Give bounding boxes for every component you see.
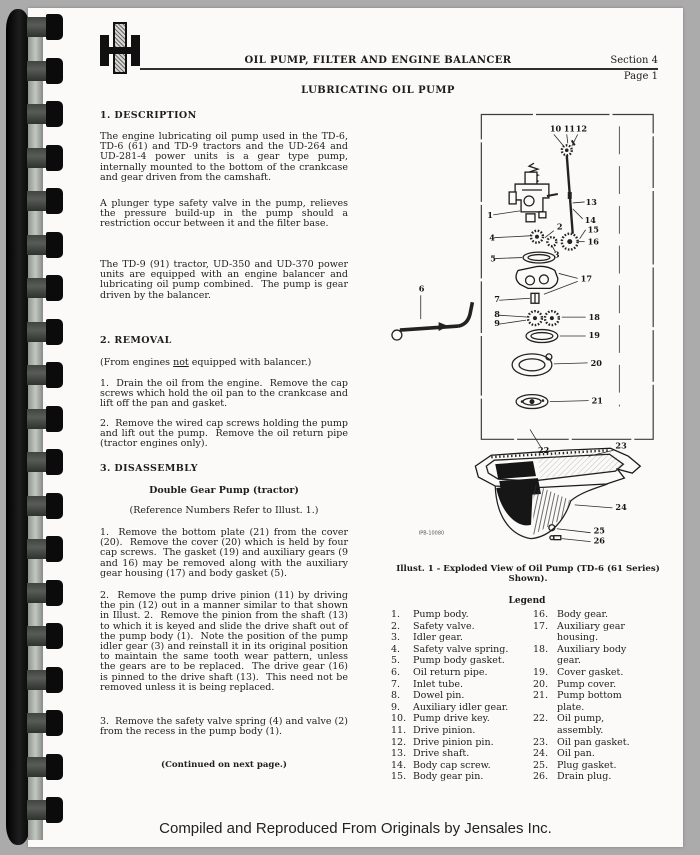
illustration-caption: Illust. 1 - Exploded View of Oil Pump (TD-6 (61 Series) Shown). xyxy=(396,564,660,584)
removal-note-post: equipped with balancer.) xyxy=(188,357,312,368)
oil-pan-art xyxy=(475,448,640,539)
logo-crossbar xyxy=(107,47,133,54)
reference-note: (Reference Numbers Refer to Illust. 1.) xyxy=(129,505,319,516)
callout-21: 21 xyxy=(591,395,603,406)
legend-item xyxy=(533,737,639,749)
legend-item-text: Idler gear. xyxy=(413,632,463,644)
legend-item xyxy=(533,644,639,667)
legend-item-text: Inlet tube. xyxy=(413,678,464,690)
legend-item-number: 23. xyxy=(533,736,549,748)
legend xyxy=(391,609,669,783)
legend-item-number: 16. xyxy=(533,609,549,620)
legend-item-text: Pump cover. xyxy=(557,678,617,690)
legend-item xyxy=(391,667,523,679)
description-paragraph: The TD-9 (91) tractor, UD-350 and UD-370 power units are equipped with an engine balancer and lubricating oil pump combined. The pump is gear driven by the balancer. xyxy=(100,259,352,301)
legend-item-text: Body cap screw. xyxy=(413,759,491,771)
removal-note xyxy=(100,358,348,368)
legend-item-text: Pump body gasket. xyxy=(413,655,505,667)
legend-item-number: 17. xyxy=(533,620,549,632)
callout-10: 10 xyxy=(549,123,562,134)
figure-code: IPB-10080 xyxy=(418,530,445,537)
legend-item-text: Oil pan gasket. xyxy=(557,736,630,748)
legend-item-number: 3. xyxy=(391,632,401,644)
drive-shaft-art xyxy=(567,155,573,233)
callout-6: 6 xyxy=(418,283,425,294)
legend-item-number: 6. xyxy=(391,666,401,678)
legend-item-text: Body gear pin. xyxy=(413,771,484,783)
callout-4: 4 xyxy=(489,232,495,243)
legend-item-text: Auxiliary gear housing. xyxy=(557,620,625,644)
legend-item xyxy=(391,644,523,656)
legend-item-number: 14. xyxy=(391,759,407,771)
callout-25: 25 xyxy=(593,525,605,536)
callout-11: 11 xyxy=(563,123,576,134)
oil-return-pipe-art xyxy=(392,302,472,340)
legend-item xyxy=(391,725,523,737)
disassembly-step: 3. Remove the safety valve spring (4) and valve (2) from the recess in the pump body (1). xyxy=(100,716,352,738)
legend-item xyxy=(391,655,523,667)
removal-step: 1. Drain the oil from the engine. Remove the cap screws which hold the oil pan to the crankcase and lift off the pan and gasket. xyxy=(100,378,352,410)
legend-item-text: Pump body. xyxy=(413,609,469,620)
description-paragraph: A plunger type safety valve in the pump, relieves the pressure build-up in the pump should a restriction occur between it and the filter base. xyxy=(100,198,352,230)
heading-disassembly: 3. DISASSEMBLY xyxy=(100,463,198,474)
legend-item xyxy=(391,702,523,714)
callout-26: 26 xyxy=(593,535,605,546)
legend-item xyxy=(391,679,523,691)
callout-20: 20 xyxy=(590,357,602,368)
legend-item-text: Cover gasket. xyxy=(557,666,624,678)
legend-heading: Legend xyxy=(508,596,546,606)
removal-note-underlined: not xyxy=(173,357,189,368)
legend-item xyxy=(533,748,639,760)
legend-item-text: Safety valve. xyxy=(413,620,475,632)
legend-item-number: 12. xyxy=(391,736,407,748)
callout-24: 24 xyxy=(615,501,627,512)
legend-item xyxy=(391,609,523,621)
legend-item xyxy=(533,679,639,691)
callout-14: 14 xyxy=(584,214,596,225)
legend-item-text: Auxiliary idler gear. xyxy=(413,701,509,713)
legend-item-number: 26. xyxy=(533,771,549,783)
header-rule xyxy=(140,68,658,70)
international-harvester-logo xyxy=(100,22,140,74)
legend-item-number: 1. xyxy=(391,609,401,620)
legend-item-text: Plug gasket. xyxy=(557,759,617,771)
legend-item-number: 5. xyxy=(391,655,401,667)
legend-item-number: 13. xyxy=(391,748,407,760)
legend-item xyxy=(533,690,639,713)
legend-item-number: 11. xyxy=(391,724,407,736)
exploded-view-illustration xyxy=(383,105,681,575)
legend-item xyxy=(391,771,523,783)
legend-item-text: Drive pinion. xyxy=(413,724,476,736)
legend-item-text: Body gear. xyxy=(557,609,609,620)
legend-item xyxy=(391,621,523,633)
callout-7: 7 xyxy=(494,294,500,305)
legend-item-number: 19. xyxy=(533,666,549,678)
removal-note-pre: (From engines xyxy=(100,357,174,368)
legend-item xyxy=(391,713,523,725)
legend-item-text: Pump bottom plate. xyxy=(557,690,622,713)
legend-item-text: Oil pump, assembly. xyxy=(557,713,605,736)
callout-15: 15 xyxy=(587,224,599,235)
callout-17: 17 xyxy=(580,273,592,284)
disassembly-step: 1. Remove the bottom plate (21) from the cover (20). Remove the cover (20) which is held by four cap screws. The gasket (19) and auxiliary gears (9 and 16) may be removed along with the auxiliary gear housing (17) and body gasket (5). xyxy=(100,527,352,579)
callout-9: 9 xyxy=(494,318,500,329)
legend-item-text: Drain plug. xyxy=(557,771,612,783)
legend-item-number: 24. xyxy=(533,748,549,760)
heading-removal: 2. REMOVAL xyxy=(100,335,172,346)
legend-item xyxy=(533,621,639,644)
legend-item-number: 25. xyxy=(533,759,549,771)
manual-page xyxy=(28,8,683,847)
footer-text: Compiled and Reproduced From Originals by Jensales Inc. xyxy=(159,820,552,837)
legend-item xyxy=(391,737,523,749)
legend-item-text: Pump drive key. xyxy=(413,713,490,725)
callout-13: 13 xyxy=(585,196,597,207)
header-title: OIL PUMP, FILTER AND ENGINE BALANCER xyxy=(244,55,512,66)
drive-pinion-art xyxy=(562,140,575,155)
disassembly-step: 2. Remove the pump drive pinion (11) by driving the pin (12) out in a manner similar to that shown in Illust. 2. Remove the pinion from the shaft (13) to which it is keyed and slide the drive shaft out of the pump body (1). Note the position of the pump idler gear (3) and reinstall it in its original position to maintain the same tooth wear pattern, unless the gears are to be replaced. The drive gear (16) is pinned to the drive shaft (13). This need not be removed unless it is being replaced. xyxy=(100,590,352,693)
header-page-number: Page 1 xyxy=(623,71,658,82)
legend-item-number: 21. xyxy=(533,690,549,702)
callout-2: 2 xyxy=(556,221,563,232)
legend-item-number: 18. xyxy=(533,643,549,655)
legend-column-left xyxy=(391,609,523,783)
legend-item-number: 7. xyxy=(391,678,401,690)
legend-item-number: 2. xyxy=(391,620,401,632)
callout-5: 5 xyxy=(490,253,496,264)
legend-item-number: 4. xyxy=(391,643,401,655)
description-paragraph: The engine lubricating oil pump used in the TD-6, TD-6 (61) and TD-9 tractors and the UD-264 and UD-281-4 power units is a gear type pump, internally mounted to the bottom of the crankcase and gear driven from the camshaft. xyxy=(100,131,352,183)
legend-item-number: 10. xyxy=(391,713,407,725)
legend-item-number: 8. xyxy=(391,690,401,702)
legend-item-text: Safety valve spring. xyxy=(413,643,509,655)
legend-item-number: 22. xyxy=(533,713,549,725)
page-title: LUBRICATING OIL PUMP xyxy=(301,85,455,96)
callout-3: 3 xyxy=(553,249,560,260)
legend-item-number: 20. xyxy=(533,678,549,690)
callout-8: 8 xyxy=(494,309,500,320)
callout-16: 16 xyxy=(587,236,599,247)
removal-step: 2. Remove the wired cap screws holding the pump and lift out the pump. Remove the oil return pipe (tractor engines only). xyxy=(100,418,352,450)
callout-18: 18 xyxy=(588,312,600,323)
callout-1: 1 xyxy=(487,209,493,220)
legend-item-text: Dowel pin. xyxy=(413,690,465,702)
legend-item-text: Auxiliary body gear. xyxy=(557,643,627,667)
legend-item-text: Drive pinion pin. xyxy=(413,736,494,748)
legend-item-number: 9. xyxy=(391,701,401,713)
gear-housing-art xyxy=(512,266,559,408)
legend-item xyxy=(391,748,523,760)
legend-item xyxy=(533,713,639,736)
legend-item-text: Oil return pipe. xyxy=(413,666,488,678)
heading-description: 1. DESCRIPTION xyxy=(100,110,197,121)
continued-note: (Continued on next page.) xyxy=(161,760,287,770)
callout-12: 12 xyxy=(575,123,588,134)
legend-item xyxy=(391,690,523,702)
callout-22: 22 xyxy=(537,445,550,456)
legend-item-number: 15. xyxy=(391,771,407,783)
callout-23: 23 xyxy=(615,440,627,451)
legend-item xyxy=(533,760,639,772)
header-section: Section 4 xyxy=(610,55,658,66)
legend-column-right xyxy=(533,609,639,783)
legend-item xyxy=(533,667,639,679)
legend-item xyxy=(533,771,639,783)
legend-item xyxy=(533,609,639,621)
legend-item xyxy=(391,760,523,772)
legend-item xyxy=(391,632,523,644)
callout-19: 19 xyxy=(588,330,600,341)
legend-item-text: Drive shaft. xyxy=(413,748,470,760)
disassembly-subheading: Double Gear Pump (tractor) xyxy=(149,485,299,496)
legend-item-text: Oil pan. xyxy=(557,748,595,760)
